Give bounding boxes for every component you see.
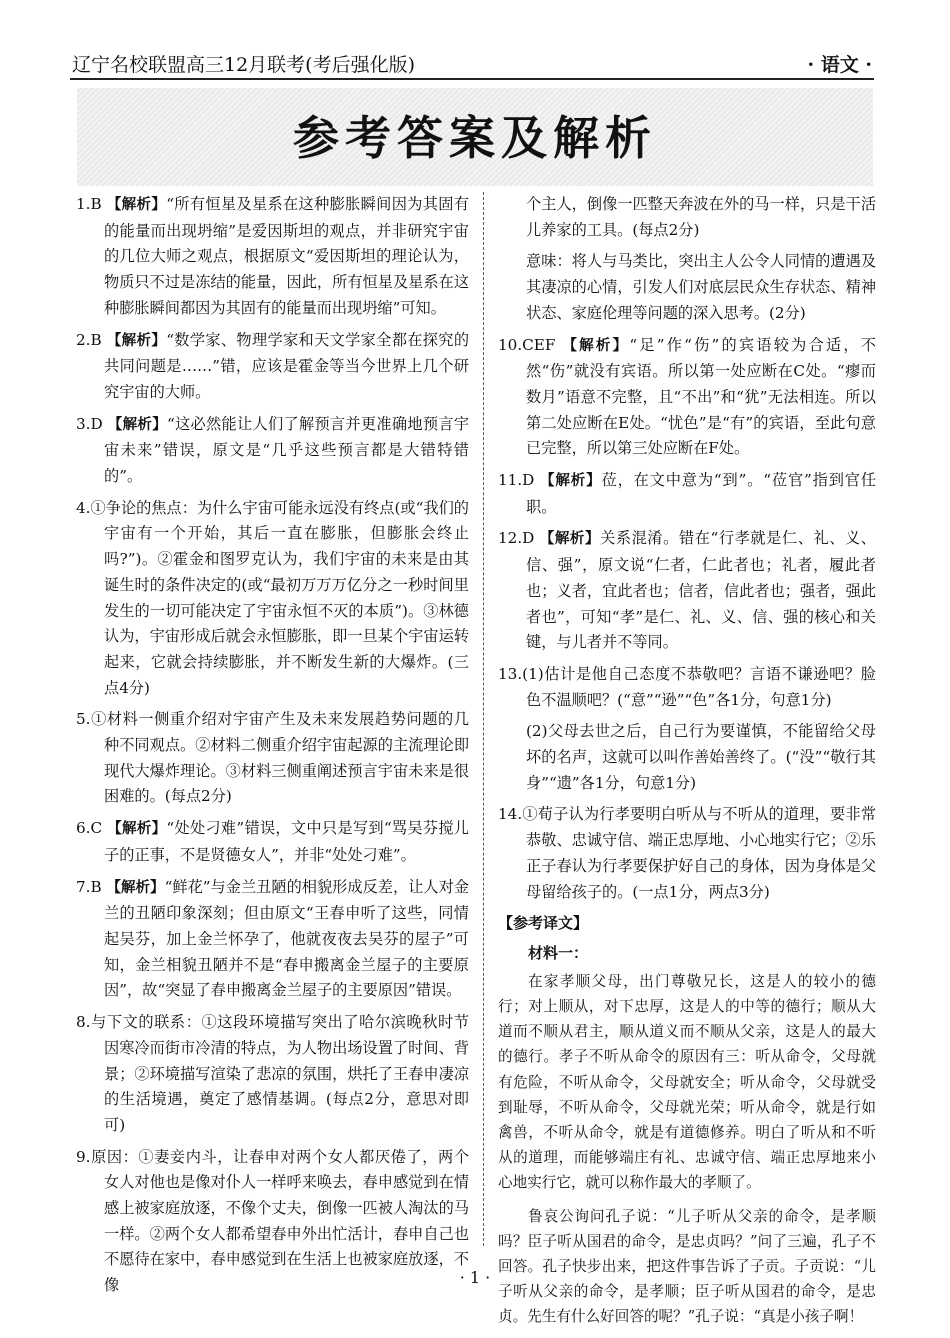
item-text: (1)估计是他自己态度不恭敬吧？言语不谦逊吧？脸色不温顺吧？(“意”“逊”“色”各1分，句意1分) xyxy=(522,664,876,709)
answer-item-9-meaning: 意味：将人与马类比，突出主人公令人同情的遭遇及其凄凉的心情，引发人们对底层民众生存状态、精神状态、家庭伦理等问题的深入思考。(2分) xyxy=(526,252,876,322)
item-text: “处处刁难”错误，文中只是写到“骂吴芬搅儿子的正事，不是贤德女人”，并非“处处刁难”。 xyxy=(104,819,469,864)
translation-paragraph-2: 鲁哀公询问孔子说：“儿子听从父亲的命令，是孝顺吗？臣子听从国君的命令，是忠贞吗？”问了三遍，孔子不回答。孔子快步出来，把这件事告诉了子贡。子贡说：“儿子听从父亲的命令，是孝顺；臣子听从国君的命令，是忠贞。先生有什么好回答的呢？”孔子说：“真是小孩子啊！ xyxy=(498,1207,876,1326)
answer-item-6 xyxy=(76,816,469,868)
item-number: 1.B xyxy=(76,195,107,213)
item-text: 原因：①妻妾内斗，让春申对两个女人都厌倦了，两个女人对他也是像对仆人一样呼来唤去，春申感觉到在情感上被家庭放逐，不像个丈夫，倒像一匹被人淘汰的马一样。②两个女人都希望春申外出忙活计，春申自己也不愿待在家中，春申感觉到在生活上也被家庭放逐，不像 xyxy=(90,1147,469,1295)
analysis-tag: 【解析】 xyxy=(562,337,630,354)
left-column xyxy=(76,192,469,1305)
item-number: 11.D xyxy=(498,471,541,490)
answer-item-4 xyxy=(76,496,469,702)
item-number: 5. xyxy=(76,710,91,729)
item-text: “足”作“伤”的宾语较为合适，不然“伤”就没有宾语。所以第一处应断在C处。“瘳而数月”语意不完整，且“不出”和“犹”无法相连。所以第二处应断在E处。“忧色”是“有”的宾语，至此句意已完整，所以第三处应断在F处。 xyxy=(526,335,876,458)
column-divider xyxy=(483,192,484,1246)
item-number: 3.D xyxy=(76,414,108,433)
translation-paragraph-1: 在家孝顺父母，出门尊敬兄长，这是人的较小的德行；对上顺从，对下忠厚，这是人的中等的德行；顺从大道而不顺从君主，顺从道义而不顺从父亲，这是人的最大的德行。孝子不听从命令的原因有三：听从命令，父母就有危险，不听从命令，父母就安全；听从命令，父母就受到耻辱，不听从命令，父母就光荣；听从命令，就是行如禽兽，不听从命令，就是有道德修养。明白了听从和不听从的道理，而能够端庄有礼、忠诚守信、端正忠厚地来小心地实行它，就可以称作最大的孝顺了。 xyxy=(498,972,876,1192)
answer-item-7 xyxy=(76,875,469,1005)
answer-item-2 xyxy=(76,328,469,406)
item-number: 9. xyxy=(76,1147,91,1166)
item-text: 关系混淆。错在“行孝就是仁、礼、义、信、强”，原文说“仁者，仁此者也；礼者，履此者也；义者，宜此者也；信者，信此者也；强者，强此者也”，可知“孝”是仁、礼、义、信、强的核心和关键，与儿者并不等同。 xyxy=(526,529,876,652)
item-text: “数学家、物理学家和天文学家全都在探究的共同问题是……”错，应该是霍金等当今世界上几个研究宇宙的大师。 xyxy=(104,330,470,401)
analysis-tag: 【解析】 xyxy=(540,473,602,490)
analysis-tag: 【解析】 xyxy=(106,332,167,349)
item-text: “这必然能让人们了解预言并更准确地预言宇宙未来”错误，原文是“几乎这些预言都是大错特错的”。 xyxy=(104,414,470,486)
item-number: 10.CEF xyxy=(498,335,563,354)
right-column xyxy=(498,192,876,1338)
item-number: 13. xyxy=(498,664,523,683)
analysis-tag: 【解析】 xyxy=(106,197,167,213)
answer-item-13 xyxy=(498,662,876,713)
item-number: 7.B xyxy=(76,877,107,896)
page-header xyxy=(70,52,874,80)
title-banner xyxy=(77,88,873,186)
page-number: · 1 · xyxy=(459,1268,491,1287)
subject-label: · 语文 · xyxy=(807,54,872,76)
material-one-heading: 材料一： xyxy=(528,943,589,962)
answer-item-13-part-2: (2)父母去世之后，自己行为要谨慎，不能留给父母坏的名声，这就可以叫作善始善终了。(“没”“敬行其身”“遗”各1分，句意1分) xyxy=(526,722,876,792)
item-text: “所有恒星及星系在这种膨胀瞬间因为其固有的能量而出现坍缩”是爱因斯坦的观点，并非研究宇宙的几位大师之观点，根据原文“爱因斯坦的理论认为，物质只不过是冻结的能量，因此，所有恒星及星系在这种膨胀瞬间都因为其固有的能量而出现坍缩”可知。 xyxy=(104,195,470,317)
answer-item-1 xyxy=(76,192,469,322)
item-text: ①荀子认为行孝要明白听从与不听从的道理，要非常恭敬、忠诚守信、端正忠厚地、小心地实行它；②乐正子春认为行孝要保护好自己的身体，因为身体是父母留给孩子的。(一点1分，两点3分) xyxy=(522,805,876,901)
analysis-tag: 【解析】 xyxy=(106,879,165,896)
item-text: ①争论的焦点：为什么宇宙可能永远没有终点(或“我们的宇宙有一个开始，其后一直在膨胀，但膨胀会终止吗?”)。②霍金和图罗克认为，我们宇宙的未来是由其诞生时的条件决定的(或“最初万万万亿分之一秒时间里发生的一切可能决定了宇宙永恒不灭的本质”)。③林德认为，宇宙形成后就会永恒膨胀，即一旦某个宇宙运转起来，它就会持续膨胀，并不断发生新的大爆炸。(三点4分) xyxy=(90,498,469,697)
analysis-tag: 【解析】 xyxy=(107,416,167,433)
answer-item-5 xyxy=(76,707,469,810)
answer-item-8 xyxy=(76,1010,469,1139)
answer-item-10 xyxy=(498,333,876,463)
reference-translation-heading: 【参考译文】 xyxy=(498,914,589,933)
item-number: 4. xyxy=(76,498,91,517)
item-number: 8. xyxy=(76,1013,91,1032)
item-text: ①材料一侧重介绍对宇宙产生及未来发展趋势问题的几种不同观点。②材料二侧重介绍宇宙起源的主流理论即现代大爆炸理论。③材料三侧重阐述预言宇宙未来是很困难的。(每点2分) xyxy=(90,710,469,806)
answer-item-12 xyxy=(498,526,876,656)
item-number: 12.D xyxy=(498,529,540,548)
item-text: 莅，在文中意为“到”。“莅官”指到官任职。 xyxy=(526,471,877,516)
analysis-tag: 【解析】 xyxy=(539,531,601,548)
answer-item-9-continued: 个主人，倒像一匹整天奔波在外的马一样，只是干活儿养家的工具。(每点2分) xyxy=(526,195,876,239)
item-number: 6.C xyxy=(76,819,108,838)
answer-item-14 xyxy=(498,802,876,905)
analysis-tag: 【解析】 xyxy=(107,821,167,838)
page-title: 参考答案及解析 xyxy=(293,111,657,165)
answer-item-3 xyxy=(76,412,469,490)
exam-title: 辽宁名校联盟高三12月联考(考后强化版) xyxy=(72,54,416,76)
item-number: 2.B xyxy=(76,330,107,349)
answer-item-11 xyxy=(498,468,876,520)
item-text: 与下文的联系：①这段环境描写突出了哈尔滨晚秋时节因寒冷而街市冷清的特点，为人物出场设置了时间、背景；②环境描写渲染了悲凉的氛围，烘托了王春申凄凉的生活境遇，奠定了感情基调。(每点2分，意思对即可) xyxy=(90,1013,469,1134)
item-number: 14. xyxy=(498,805,523,824)
item-text: “鲜花”与金兰丑陋的相貌形成反差，让人对金兰的丑陋印象深刻；但由原文“王春申听了这些，同情起吴芬，加上金兰怀孕了，他就夜夜去吴芬的屋子”可知，金兰相貌丑陋并不是“春申搬离金兰屋子的主要原因”，故“突显了春申搬离金兰屋子的主要原因”错误。 xyxy=(104,877,470,1000)
